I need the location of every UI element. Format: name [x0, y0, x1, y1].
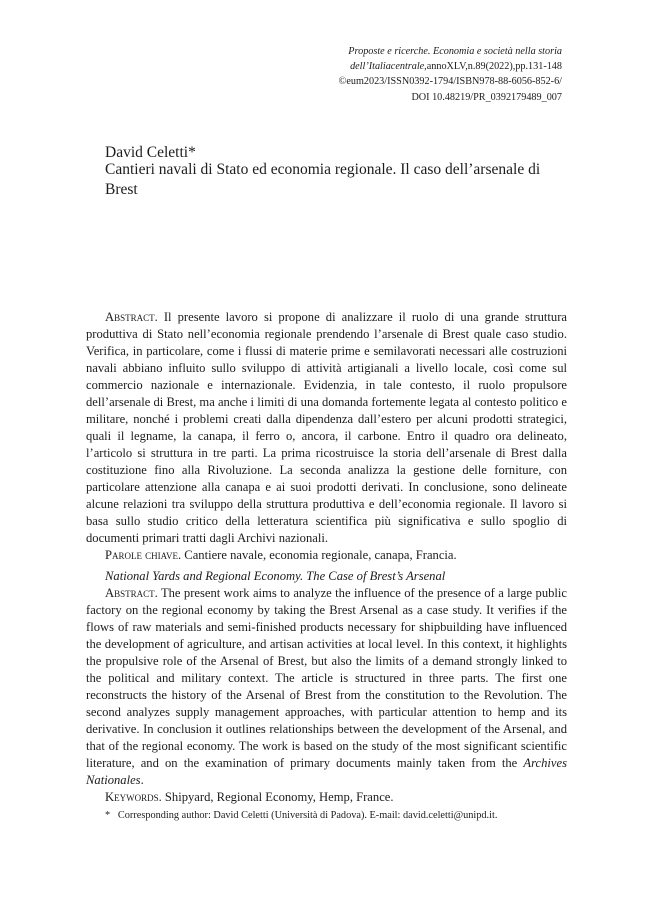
article-title: Cantieri navali di Stato ed economia regionale. Il caso dell’arsenale di Brest — [105, 161, 541, 198]
abstract-en — [86, 585, 567, 789]
footnote: * Corresponding author: David Celetti (Università di Padova). E-mail: david.celetti@unipd.it. — [105, 810, 498, 821]
abstract-it-label: Abstract. — [105, 310, 158, 324]
keywords-it-text: Cantiere navale, economia regionale, canapa, Francia. — [184, 548, 457, 562]
abstract-en-label: Abstract. — [105, 586, 158, 600]
journal-header — [242, 44, 562, 105]
english-title: National Yards and Regional Economy. The Case of Brest’s Arsenal — [105, 569, 446, 583]
keywords-en — [86, 789, 567, 806]
journal-issue-rest: annoXLV,n.89(2022),pp.131-148 — [426, 61, 562, 73]
keywords-en-label: Keywords. — [105, 790, 162, 804]
abstract-en-italic: Archives Nationales — [86, 756, 567, 787]
author-name: David Celetti* — [105, 144, 196, 161]
journal-issue — [242, 59, 562, 74]
abstract-block — [86, 309, 567, 806]
abstract-it — [86, 309, 567, 547]
keywords-it — [86, 547, 567, 564]
abstract-en-end: . — [140, 773, 144, 787]
abstract-en-text: The present work aims to analyze the influence of the presence of a large public factory on the regional economy by taking the Brest Arsenal as a case study. It verifies if the flows of raw materials and semi-finished products necessary for shipbuilding have influenced the development of agriculture, and artisan activities at local level. In this context, it highlights the propulsive role of the Arsenal of Brest, but also the limits of a demand strongly linked to the political and military context. The article is structured in three parts. The first one reconstructs the history of the Arsenal of Brest from the constitution to the Revolution. The second analyzes supply management approaches, with particular attention to hemp and its derivative. In conclusion it outlines relationships between the development of the Arsenal, and that of the regional economy. The work is based on the study of the most significant scientific literature, and on the examination of primary documents mainly taken from the — [86, 586, 567, 770]
keywords-en-text: Shipyard, Regional Economy, Hemp, France. — [164, 790, 394, 804]
journal-doi: DOI 10.48219/PR_0392179489_007 — [411, 91, 562, 103]
journal-isbn: ©eum2023/ISSN0392-1794/ISBN978-88-6056-852-6/ — [338, 76, 562, 88]
journal-name: Proposte e ricerche. Economia e società nella storia — [348, 46, 562, 57]
keywords-it-label: Parole chiave. — [105, 548, 182, 562]
journal-issue-italic: dell’Italiacentrale, — [350, 61, 427, 73]
abstract-it-text: Il presente lavoro si propone di analizzare il ruolo di una grande struttura produttiva di Stato nell’economia regionale prendendo l’arsenale di Brest quale caso studio. Verifica, in particolare, come i flussi di materie prime e semilavorati necessari alle costruzioni navali abbiano influito sullo sviluppo di attività artigianali a livello locale, così come sul commercio nazionale e internazionale. Evidenzia, in tale contesto, il ruolo propulsore dell’arsenale di Brest, ma anche i limiti di una domanda fortemente legata al contesto politico e militare, nonché i problemi creati dalla dipendenza dall’estero per alcuni prodotti strategici, quali il legname, la canapa, il ferro o, ancora, il carbone. Entro il quadro ora delineato, l’articolo si struttura in tre parti. La prima ricostruisce la storia dell’arsenale di Brest dalla costituzione fino alla Rivoluzione. La seconda analizza la gestione delle forniture, con particolare attenzione alla canapa e ai suoi prodotti derivati. In conclusione, sono delineate alcune relazioni tra sviluppo della struttura produttiva e dell’economia regionale. Il lavoro si basa sullo studio critico della letteratura scientifica più significativa e sullo spoglio di documenti primari tratti dagli Archivi nazionali. — [86, 310, 567, 545]
